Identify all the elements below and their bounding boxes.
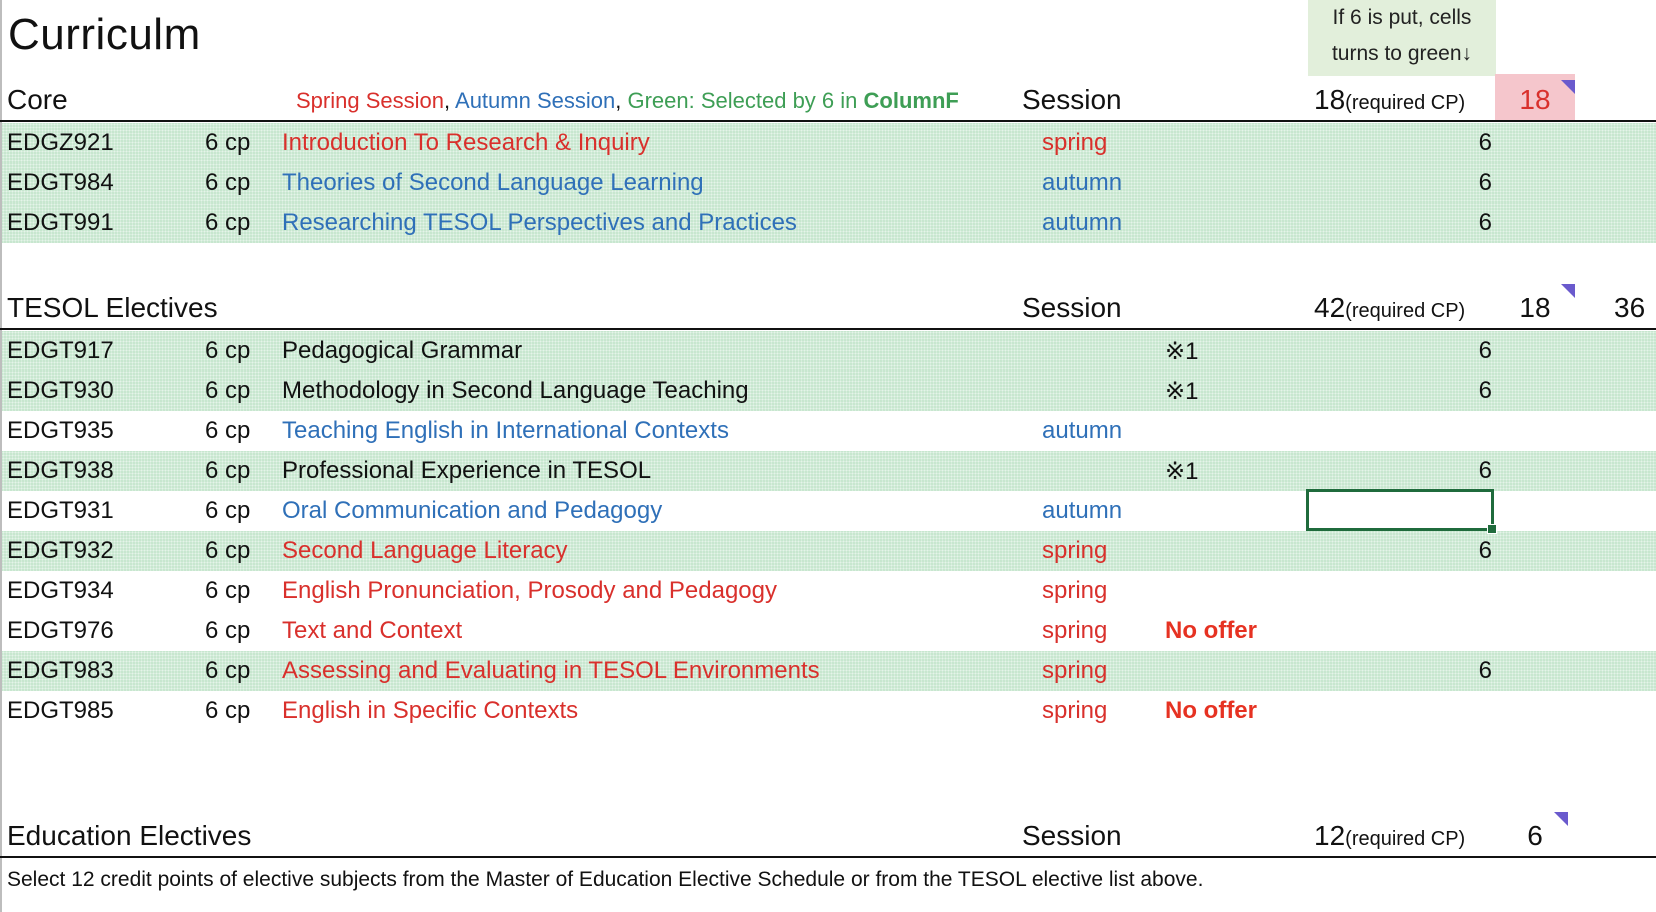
core-required-note: (required CP): [1345, 92, 1466, 114]
table-row[interactable]: [2, 451, 1656, 491]
tesol-required-value: 42: [1314, 292, 1346, 323]
instruction-note[interactable]: [1308, 0, 1496, 76]
selection-value[interactable]: 6: [1478, 657, 1492, 684]
subject-name[interactable]: English Pronunciation, Prosody and Pedagogy: [282, 577, 777, 604]
instruction-line-2: turns to green↓: [1331, 42, 1473, 65]
credit-points[interactable]: 6 cp: [205, 657, 251, 684]
credit-points[interactable]: 6 cp: [205, 497, 251, 524]
credit-points[interactable]: 6 cp: [205, 417, 251, 444]
table-row[interactable]: [2, 411, 1656, 451]
comment-flag-icon[interactable]: [1561, 80, 1575, 94]
credit-points[interactable]: 6 cp: [205, 617, 251, 644]
table-row[interactable]: [2, 123, 1656, 163]
table-row[interactable]: [2, 691, 1656, 731]
table-row[interactable]: [2, 571, 1656, 611]
credit-points[interactable]: 6 cp: [205, 377, 251, 404]
selection-value[interactable]: 6: [1478, 457, 1492, 484]
core-required-value: 18: [1314, 84, 1346, 115]
table-row[interactable]: [2, 203, 1656, 243]
subject-name[interactable]: Theories of Second Language Learning: [282, 169, 704, 196]
selection-value[interactable]: 6: [1478, 337, 1492, 364]
no-offer-flag[interactable]: No offer: [1165, 617, 1257, 644]
tesol-remaining-cp[interactable]: 36: [1614, 292, 1646, 323]
session-cell[interactable]: autumn: [1042, 169, 1123, 196]
education-section-title[interactable]: Education Electives: [7, 820, 252, 851]
sheet-title[interactable]: Curriculm: [8, 10, 201, 59]
credit-points[interactable]: 6 cp: [205, 697, 251, 724]
selection-value[interactable]: 6: [1478, 129, 1492, 156]
session-cell[interactable]: spring: [1042, 537, 1108, 564]
credit-points[interactable]: 6 cp: [205, 337, 251, 364]
session-cell[interactable]: autumn: [1042, 497, 1123, 524]
education-section-header: [0, 816, 1656, 858]
course-code[interactable]: EDGT932: [7, 537, 114, 564]
education-session-header[interactable]: Session: [1022, 820, 1122, 851]
course-code[interactable]: EDGT985: [7, 697, 114, 724]
table-row[interactable]: [2, 331, 1656, 371]
tesol-required-cp[interactable]: [1314, 292, 1465, 324]
comment-flag-icon[interactable]: [1554, 812, 1568, 826]
subject-name[interactable]: Teaching English in International Contexts: [282, 417, 729, 444]
tesol-section-title[interactable]: TESOL Electives: [7, 292, 218, 323]
color-legend[interactable]: [296, 88, 959, 114]
tesol-section-header: [0, 288, 1656, 330]
table-row[interactable]: [2, 531, 1656, 571]
tesol-total-cp[interactable]: 18: [1519, 292, 1551, 323]
credit-points[interactable]: 6 cp: [205, 129, 251, 156]
note-mark[interactable]: ※1: [1165, 338, 1199, 365]
subject-name[interactable]: English in Specific Contexts: [282, 697, 579, 724]
credit-points[interactable]: 6 cp: [205, 537, 251, 564]
session-cell[interactable]: spring: [1042, 657, 1108, 684]
tesol-session-header[interactable]: Session: [1022, 292, 1122, 323]
subject-name[interactable]: Second Language Literacy: [282, 537, 568, 564]
legend-sep-1: ,: [443, 88, 451, 113]
legend-autumn: Autumn Session: [455, 88, 616, 113]
course-code[interactable]: EDGT983: [7, 657, 114, 684]
legend-column: ColumnF: [863, 88, 959, 113]
subject-name[interactable]: Introduction To Research & Inquiry: [282, 129, 650, 156]
credit-points[interactable]: 6 cp: [205, 169, 251, 196]
course-code[interactable]: EDGT931: [7, 497, 114, 524]
table-row[interactable]: [2, 651, 1656, 691]
core-session-header[interactable]: Session: [1022, 84, 1122, 115]
selection-value[interactable]: 6: [1478, 377, 1492, 404]
course-code[interactable]: EDGT930: [7, 377, 114, 404]
credit-points[interactable]: 6 cp: [205, 209, 251, 236]
subject-name[interactable]: Text and Context: [282, 617, 463, 644]
subject-name[interactable]: Researching TESOL Perspectives and Practices: [282, 209, 797, 236]
course-code[interactable]: EDGT991: [7, 209, 114, 236]
active-cell-selection[interactable]: [1306, 489, 1494, 531]
session-cell[interactable]: spring: [1042, 577, 1108, 604]
education-required-note: (required CP): [1345, 828, 1466, 850]
table-row[interactable]: [2, 611, 1656, 651]
course-code[interactable]: EDGT984: [7, 169, 114, 196]
note-mark[interactable]: ※1: [1165, 378, 1199, 405]
table-row[interactable]: [2, 163, 1656, 203]
subject-name[interactable]: Assessing and Evaluating in TESOL Environments: [282, 657, 820, 684]
instruction-line-1: If 6 is put, cells: [1332, 6, 1472, 29]
course-code[interactable]: EDGT917: [7, 337, 114, 364]
credit-points[interactable]: 6 cp: [205, 577, 251, 604]
tesol-required-note: (required CP): [1345, 300, 1466, 322]
course-code[interactable]: EDGT938: [7, 457, 114, 484]
session-cell[interactable]: autumn: [1042, 209, 1123, 236]
note-mark[interactable]: ※1: [1165, 458, 1199, 485]
course-code[interactable]: EDGT934: [7, 577, 114, 604]
subject-name[interactable]: Oral Communication and Pedagogy: [282, 497, 663, 524]
session-cell[interactable]: spring: [1042, 129, 1108, 156]
comment-flag-icon[interactable]: [1561, 284, 1575, 298]
core-section-header: [0, 80, 1656, 122]
education-required-value: 12: [1314, 820, 1346, 851]
education-required-cp[interactable]: [1314, 820, 1465, 852]
credit-points[interactable]: 6 cp: [205, 457, 251, 484]
course-code[interactable]: EDGT976: [7, 617, 114, 644]
selection-value[interactable]: 6: [1478, 169, 1492, 196]
session-cell[interactable]: spring: [1042, 697, 1108, 724]
selection-value[interactable]: 6: [1478, 537, 1492, 564]
course-code[interactable]: EDGT935: [7, 417, 114, 444]
selection-value[interactable]: 6: [1478, 209, 1492, 236]
session-cell[interactable]: autumn: [1042, 417, 1123, 444]
no-offer-flag[interactable]: No offer: [1165, 697, 1257, 724]
legend-sep-2: ,: [615, 88, 622, 113]
course-code[interactable]: EDGZ921: [7, 129, 114, 156]
subject-name[interactable]: Pedagogical Grammar: [282, 337, 523, 364]
core-required-cp[interactable]: [1314, 84, 1465, 116]
session-cell[interactable]: spring: [1042, 617, 1108, 644]
legend-green: Green: Selected by 6 in: [627, 88, 858, 113]
subject-name[interactable]: Methodology in Second Language Teaching: [282, 377, 749, 404]
subject-name[interactable]: Professional Experience in TESOL: [282, 457, 652, 484]
core-total-cp[interactable]: 18: [1519, 84, 1551, 115]
table-row[interactable]: [2, 371, 1656, 411]
legend-spring: Spring Session: [296, 88, 444, 113]
education-footnote[interactable]: Select 12 credit points of elective subjects from the Master of Education Elective Schedule or from the TESOL elective list above.: [7, 868, 1204, 891]
fill-handle[interactable]: [1487, 524, 1497, 534]
education-total-cp[interactable]: 6: [1527, 820, 1543, 851]
core-section-title[interactable]: Core: [7, 84, 68, 115]
